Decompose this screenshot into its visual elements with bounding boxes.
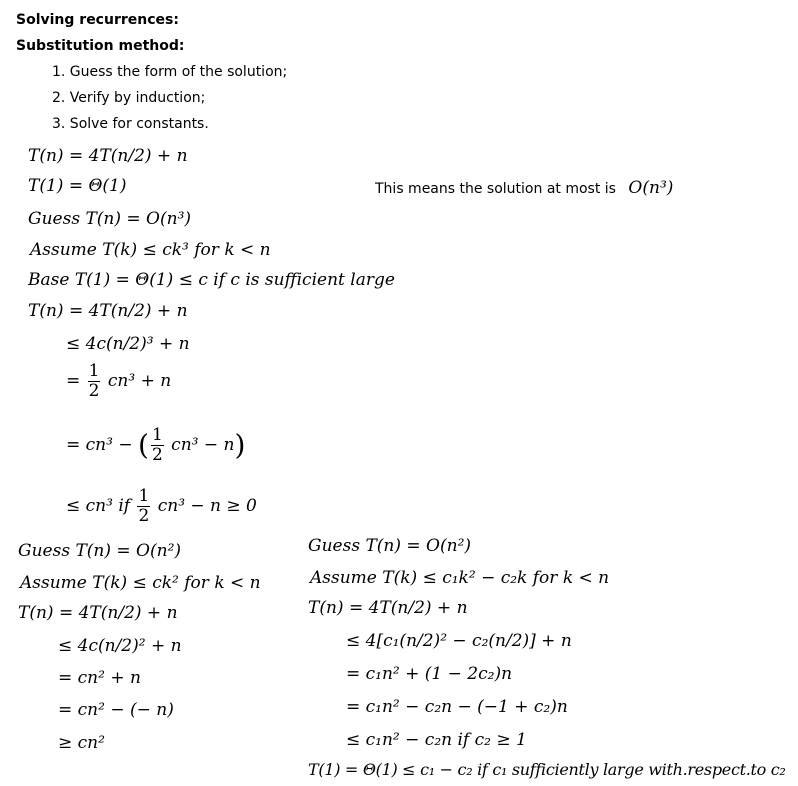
fraction-numerator: 1 xyxy=(138,486,150,506)
quad-right-expand: T(n) = 4T(n/2) + n xyxy=(308,598,468,618)
quad-right-guess: Guess T(n) = O(n²) xyxy=(308,536,472,556)
cubic-step-3 xyxy=(66,426,245,465)
cubic-step-3-rest: cn³ − n xyxy=(171,435,235,455)
cubic-step-3-prefix: = cn³ − xyxy=(66,435,133,455)
fraction-half xyxy=(151,426,164,465)
quad-left-expand: T(n) = 4T(n/2) + n xyxy=(18,603,178,623)
fraction-half xyxy=(88,362,101,401)
fraction-numerator: 1 xyxy=(88,361,100,381)
cubic-step-4-prefix: ≤ cn³ if xyxy=(66,496,131,516)
quad-left-step-4: ≥ cn² xyxy=(58,733,105,753)
fraction-denominator: 2 xyxy=(88,381,100,401)
quad-right-step-3: = c₁n² − c₂n − (−1 + c₂)n xyxy=(346,697,568,717)
quad-left-guess: Guess T(n) = O(n²) xyxy=(18,541,182,561)
close-paren: ) xyxy=(234,428,246,462)
cubic-step-4 xyxy=(66,487,257,526)
note-text: This means the solution at most is xyxy=(375,181,616,197)
quad-left-step-3: = cn² − (− n) xyxy=(58,700,174,720)
quad-right-step-2: = c₁n² + (1 − 2c₂)n xyxy=(346,664,513,684)
cubic-step-4-rest: cn³ − n ≥ 0 xyxy=(157,496,257,516)
quad-left-step-1: ≤ 4c(n/2)² + n xyxy=(58,636,182,656)
quad-right-base: T(1) = Θ(1) ≤ c₁ − c₂ if c₁ sufficiently large with.respect.to c₂ xyxy=(308,760,786,779)
recurrence: T(n) = 4T(n/2) + n xyxy=(28,146,188,166)
cubic-step-1: ≤ 4c(n/2)³ + n xyxy=(66,334,190,354)
fraction-numerator: 1 xyxy=(151,425,163,445)
fraction-denominator: 2 xyxy=(151,445,163,465)
solution-note xyxy=(375,178,673,198)
step-1: 1. Guess the form of the solution; xyxy=(52,64,288,80)
note-math: O(n³) xyxy=(628,178,674,198)
method-heading: Substitution method: xyxy=(16,38,185,54)
page-title: Solving recurrences: xyxy=(16,12,179,28)
cubic-step-2-rest: cn³ + n xyxy=(107,371,172,391)
quad-left-assume: Assume T(k) ≤ ck² for k < n xyxy=(20,573,261,593)
step-2: 2. Verify by induction; xyxy=(52,90,206,106)
step-3: 3. Solve for constants. xyxy=(52,116,209,132)
quad-right-step-4: ≤ c₁n² − c₂n if c₂ ≥ 1 xyxy=(346,730,527,750)
cubic-base: Base T(1) = Θ(1) ≤ c if c is sufficient large xyxy=(28,270,395,290)
quad-right-step-1: ≤ 4[c₁(n/2)² − c₂(n/2)] + n xyxy=(346,631,572,651)
quad-left-step-2: = cn² + n xyxy=(58,668,141,688)
cubic-guess: Guess T(n) = O(n³) xyxy=(28,209,192,229)
cubic-assume: Assume T(k) ≤ ck³ for k < n xyxy=(30,240,271,260)
base-case: T(1) = Θ(1) xyxy=(28,176,127,196)
cubic-step-2 xyxy=(66,362,171,401)
quad-right-assume: Assume T(k) ≤ c₁k² − c₂k for k < n xyxy=(310,568,610,588)
fraction-half xyxy=(137,487,150,526)
cubic-expand: T(n) = 4T(n/2) + n xyxy=(28,301,188,321)
cubic-step-2-prefix: = xyxy=(66,371,81,391)
fraction-denominator: 2 xyxy=(138,506,150,526)
open-paren: ( xyxy=(138,428,149,462)
